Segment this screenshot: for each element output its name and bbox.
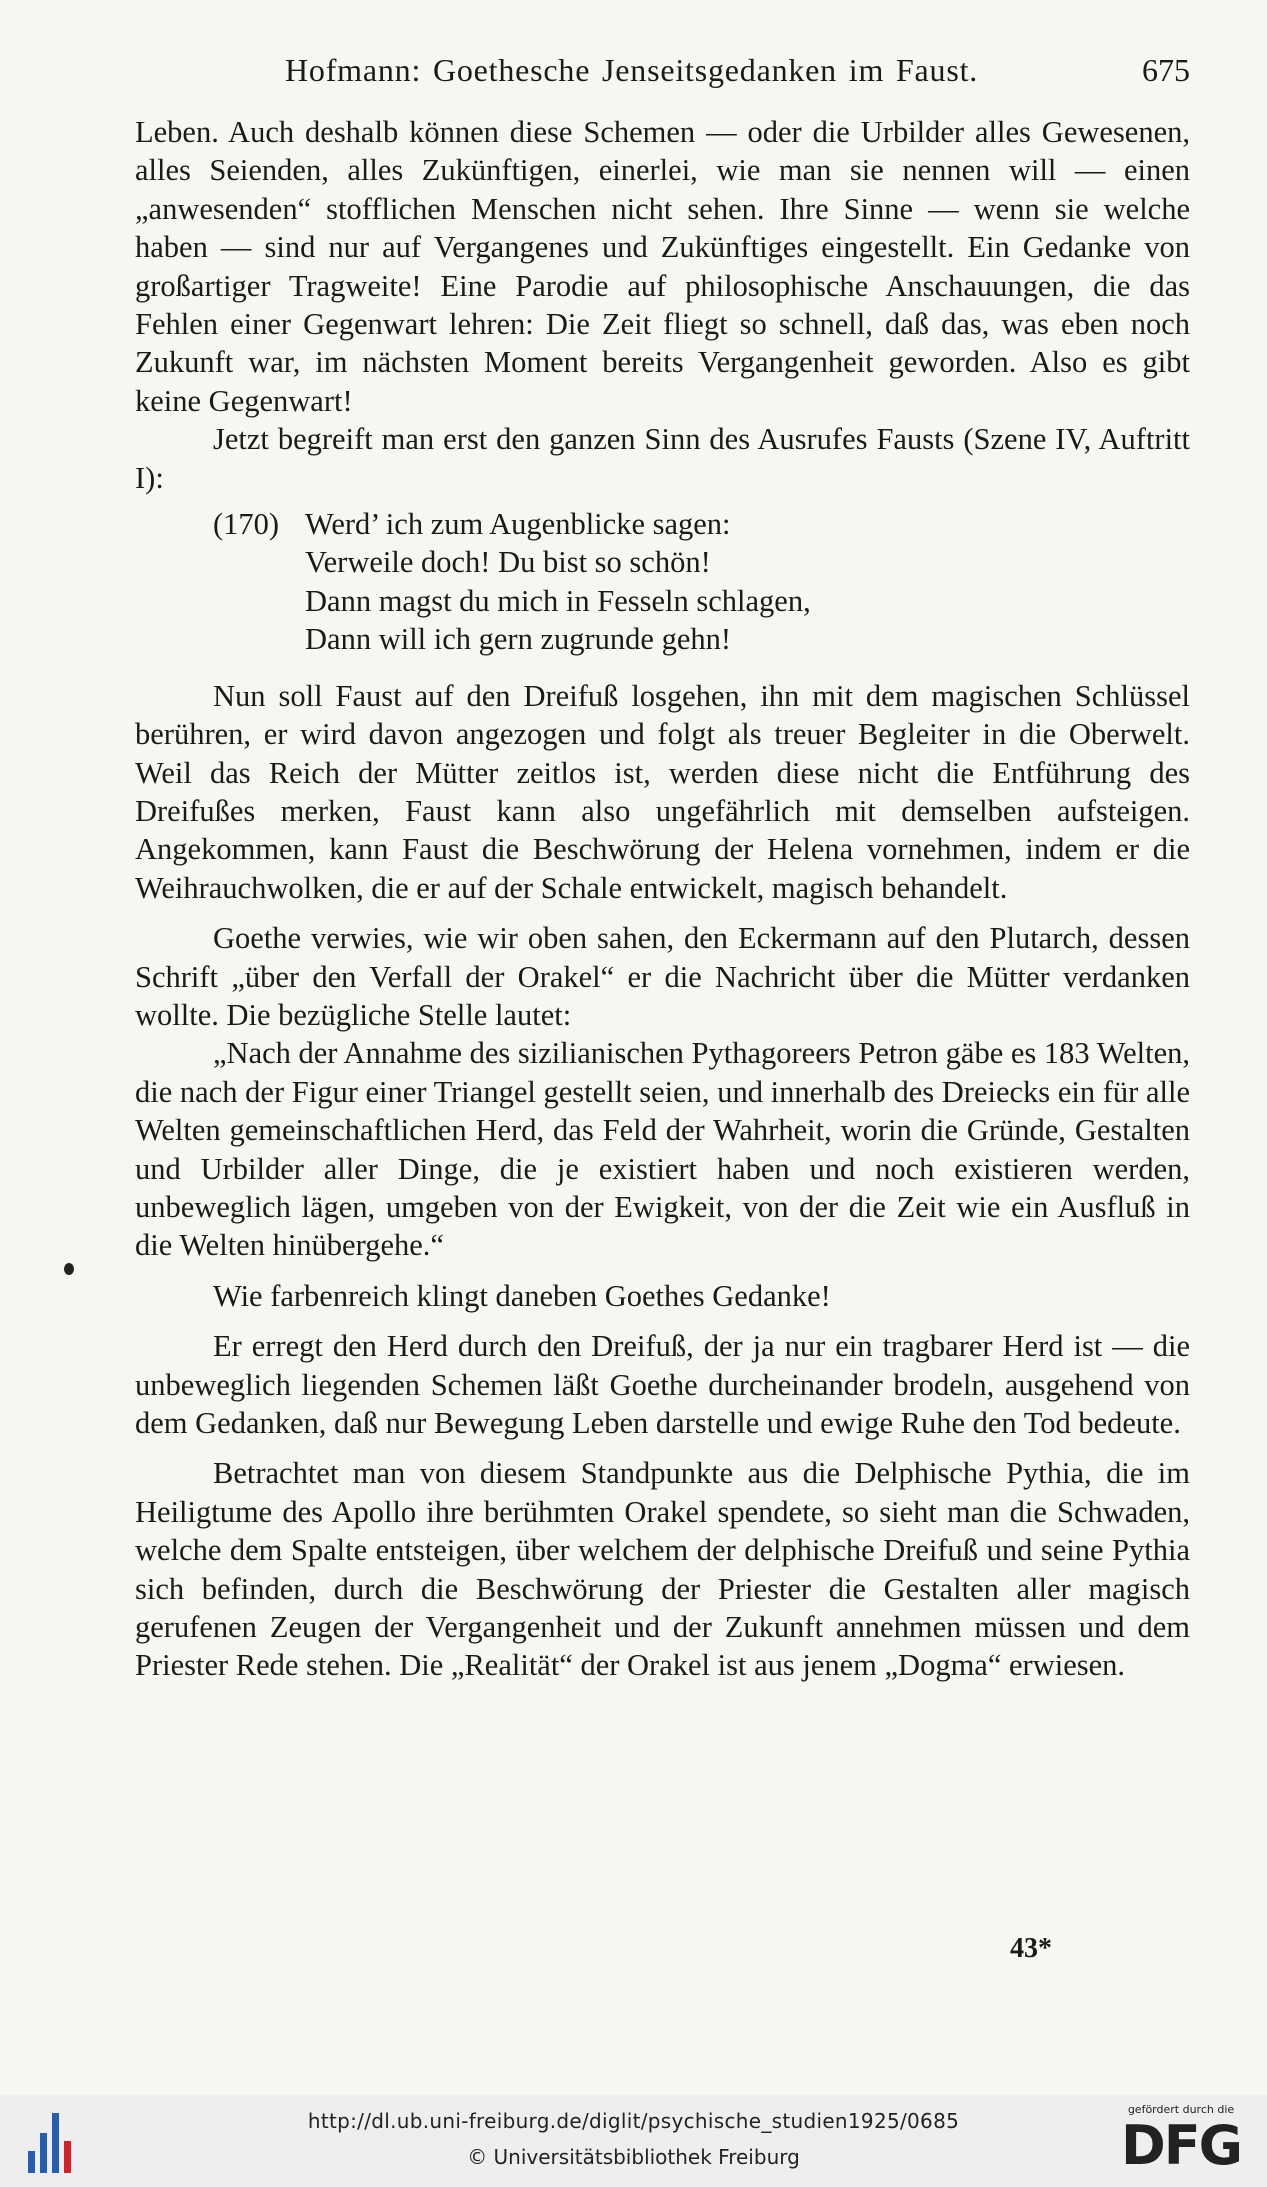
dfg-funding-logo (1111, 2103, 1251, 2183)
viewer-footer (0, 2095, 1267, 2187)
verse-line: Dann magst du mich in Fesseln schlagen, (305, 583, 811, 618)
verse-line: Verweile doch! Du bist so schön! (305, 545, 711, 580)
paragraph-4: Goethe verwies, wie wir oben sahen, den Eckermann auf den Plutarch, dessen Schrift „über den Verfall der Orakel“ er die Nachricht über die Mütter verdanken wollte. Die bezügliche Stelle lautet: (135, 921, 1190, 1032)
page-number: 675 (1142, 52, 1190, 88)
paragraph-5-quote: „Nach der Annahme des sizilianischen Pythagoreers Petron gäbe es 183 Welten, die nach der Figur einer Triangel gestellt seien, und innerhalb des Dreiecks ein für alle Welten gemeinschaftlichen Herd, das Feld der Wahrheit, worin die Gründe, Gestalten und Urbilder aller Dinge, die je existiert haben und noch existieren werden, unbeweglich lägen, umgeben von der Ewigkeit, von der die Zeit wie ein Ausfluß in die Welten hinübergehe.“ (135, 1036, 1190, 1263)
paragraph-8: Betrachtet man von diesem Standpunkte aus die Delphische Pythia, die im Heiligtume des Apollo ihre berühmten Orakel spendete, so sieht man die Schwaden, welche dem Spalte entsteigen, über welchem der delphische Dreifuß und seine Pythia sich befinden, durch die Beschwörung der Priester die Gestalten aller magisch gerufenen Zeugen der Vergangenheit und der Zukunft annehmen müssen und dem Priester Rede stehen. Die „Realität“ der Orakel ist aus jenem „Dogma“ erwiesen. (135, 1456, 1190, 1683)
verse-number: (170) (213, 507, 280, 542)
copyright-notice: © Universitätsbibliothek Freiburg (467, 2145, 800, 2169)
paragraph-3: Nun soll Faust auf den Dreifuß losgehen, ihn mit dem magischen Schlüssel berühren, er wird davon angezogen und folgt als treuer Begleiter in die Oberwelt. Weil das Reich der Mütter zeitlos ist, werden diese nicht die Entführung des Dreifußes merken, Faust kann also ungefährlich mit demselben aufsteigen. Angekommen, kann Faust die Beschwörung der Helena vornehmen, indem er die Weihrauchwolken, die er auf der Schale entwickelt, magisch behandelt. (135, 678, 1190, 905)
verse-line: Werd’ ich zum Augenblicke sagen: (305, 507, 731, 542)
signature-mark: 43* (1010, 1933, 1052, 1964)
permalink-link[interactable]: http://dl.ub.uni-freiburg.de/diglit/psychische_studien1925/0685 (307, 2109, 960, 2133)
running-header (135, 52, 1190, 102)
margin-dot-mark (64, 1263, 74, 1275)
paragraph-6: Wie farbenreich klingt daneben Goethes Gedanke! (213, 1278, 831, 1313)
paragraph-7: Er erregt den Herd durch den Dreifuß, der ja nur ein tragbarer Herd ist — die unbeweglich liegenden Schemen läßt Goethe durcheinander brodeln, ausgehend von dem Gedanken, daß nur Bewegung Leben darstelle und ewige Ruhe den Tod bedeute. (135, 1329, 1190, 1440)
verse-line: Dann will ich gern zugrunde gehn! (305, 622, 732, 657)
funding-text: gefördert durch die (1127, 2103, 1235, 2116)
body-text (135, 113, 1190, 1685)
verse-quote (135, 505, 1190, 659)
paragraph-1: Leben. Auch deshalb können diese Schemen — oder die Urbilder alles Gewesenen, alles Seienden, alles Zukünftigen, einerlei, wie man sie nennen will — einen „anwesenden“ stofflichen Menschen nicht sehen. Ihre Sinne — wenn sie welche haben — sind nur auf Vergangenes und Zukünftiges eingestellt. Ein Gedanke von großartiger Tragweite! Eine Parodie auf philosophische Anschauungen, die das Fehlen einer Gegenwart lehren: Die Zeit fliegt so schnell, daß das, was eben noch Zukunft war, im nächsten Moment bereits Vergangenheit geworden. Also es gibt keine Gegenwart! (135, 115, 1190, 418)
paragraph-2: Jetzt begreift man erst den ganzen Sinn des Ausrufes Fausts (Szene IV, Auftritt I): (135, 422, 1190, 495)
running-title: Hofmann: Goethesche Jenseitsgedanken im Faust. (285, 52, 979, 88)
dfg-logo-text: DFG (1120, 2114, 1242, 2177)
